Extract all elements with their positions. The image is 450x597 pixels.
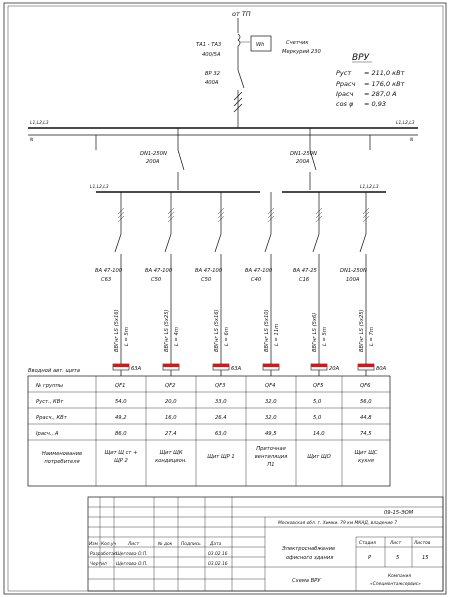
vru-param-label-0: Руст <box>336 69 352 77</box>
sec-bus-label-left: L1,L2,L3 <box>90 185 109 190</box>
cell-ruct: 56,0 <box>360 399 372 405</box>
cell-qf: QF6 <box>360 383 371 389</box>
breaker-contact <box>313 234 319 252</box>
ct-label-1: ТА1 - ТА3 <box>196 42 222 48</box>
cell-ruct: 20,0 <box>165 399 177 405</box>
group-column-5 <box>293 192 340 376</box>
row-label-rpac: Ррасч., КВт <box>36 415 67 421</box>
cable-label: ВВГнг LS (5х25) <box>359 309 365 352</box>
cable-length: L = 11m <box>274 323 280 346</box>
stage-value: Р <box>368 555 372 561</box>
input-breaker-rating: 80А <box>376 366 387 372</box>
breaker-model: ВА 47-25 <box>293 268 317 274</box>
main-breaker-2-label-2: 200А <box>296 159 310 165</box>
project-title-1: Электроснабжение <box>282 546 336 552</box>
cell-qf: QF3 <box>215 383 226 389</box>
breaker-model: DN1-250N <box>340 268 367 274</box>
breaker-model: ВА 47-100 <box>245 268 273 274</box>
vru-param-label-1: Ррасч <box>336 80 356 88</box>
source-label: от ТП <box>232 10 251 18</box>
vru-param-value-2: = 287,0 А <box>364 90 397 98</box>
company-line-2: «Спецмонтажсервис» <box>370 582 421 587</box>
breaker-contact <box>265 234 271 252</box>
cable-label: ВВГнг LS (5х16) <box>214 309 220 352</box>
sec-bus-label-right: L1,L2,L3 <box>360 185 379 190</box>
cell-ipac: 14,0 <box>313 431 325 437</box>
switch-label-2: 400А <box>205 80 219 86</box>
group-column-1 <box>95 192 142 376</box>
main-bus-label-right: L1,L2,L3 <box>396 121 415 126</box>
switch-label-1: ВР 32 <box>205 71 220 77</box>
input-breaker-mark <box>358 364 374 367</box>
cable-label: ВВГнг LS (5х6) <box>312 312 318 352</box>
cell-ruct: 33,0 <box>215 399 227 405</box>
stamp-date-1: 03.02.16 <box>208 552 228 557</box>
input-breaker-rating: 63А <box>131 366 142 372</box>
input-breaker-row-label: Вводной авт. щита <box>28 368 80 374</box>
cell-consumer-name: Щит ЩО <box>307 454 331 460</box>
vru-param-value-1: = 176,0 кВт <box>364 80 405 88</box>
stamp-date-2: 03.02.16 <box>208 562 228 567</box>
cable-length: L = 5m <box>124 327 130 346</box>
row-label-ruct: Руст., КВт <box>36 399 64 405</box>
cell-qf: QF1 <box>115 383 126 389</box>
stamp-name-2: Щеглова О.П. <box>116 562 148 567</box>
main-breaker-1-label-2: 200А <box>146 159 160 165</box>
main-breaker-2-label-1: DN1-250N <box>290 151 317 157</box>
stamp-col-doc: № док <box>158 542 173 547</box>
breaker-contact <box>215 234 221 252</box>
doc-code: 09-15-ЭОМ <box>384 510 414 516</box>
cell-ruct: 32,0 <box>265 399 277 405</box>
company-line-1: Компания <box>388 574 412 579</box>
cell-consumer-name: Щит ЩР 1 <box>207 454 235 460</box>
stamp-col-date: Дата <box>210 542 222 547</box>
table-cells <box>105 383 378 468</box>
main-breaker-1-label-1: DN1-250N <box>140 151 167 157</box>
cable-label: ВВГнг LS (5х25) <box>164 309 170 352</box>
cell-consumer-name: Приточная вентиляция П1 <box>254 446 288 468</box>
stamp-role-1: Разработал <box>90 552 117 557</box>
drawing-title: Схема ВРУ <box>292 578 321 584</box>
vru-param-label-2: Iрасч <box>336 90 354 98</box>
sheet-label: Лист <box>390 541 402 546</box>
group-columns <box>95 192 387 376</box>
breaker-model: ВА 47-100 <box>195 268 223 274</box>
stage-label: Стадия <box>359 541 376 546</box>
cell-qf: QF4 <box>265 383 276 389</box>
group-column-2 <box>145 192 180 376</box>
cable-length: L = 6m <box>224 327 230 346</box>
input-breaker-mark <box>213 364 229 367</box>
input-breaker-rating: 63А <box>231 366 242 372</box>
cell-consumer-name: Щит Щ ст + ЩР 2 <box>104 450 138 464</box>
breaker-rating: С50 <box>151 277 162 283</box>
stamp-col-kol: Кол.уч <box>101 542 117 547</box>
vru-param-value-3: = 0,93 <box>364 100 386 108</box>
input-breaker-mark <box>163 364 179 367</box>
cell-qf: QF5 <box>313 383 324 389</box>
row-label-group: № группы <box>36 383 64 389</box>
stamp-name-1: Щеглова О.П. <box>116 552 148 557</box>
breaker-contact <box>165 234 171 252</box>
breaker-rating: С50 <box>201 277 212 283</box>
cell-ipac: 86,0 <box>115 431 127 437</box>
cell-ipac: 63,0 <box>215 431 227 437</box>
stamp-col-sign: Подпись <box>181 542 201 547</box>
breaker-rating: С40 <box>251 277 262 283</box>
breaker-contact <box>360 234 366 252</box>
cable-label: ВВГнг LS (5х16) <box>114 309 120 352</box>
input-breaker-rating: 20А <box>329 366 340 372</box>
stamp-role-2: Чертил <box>90 562 107 567</box>
cell-ipac: 27,4 <box>165 431 177 437</box>
sheets-label: Листов <box>414 541 431 546</box>
cell-consumer-name: Щит ЩС кухня <box>354 450 378 464</box>
meter-label-1: Счетчик <box>286 40 309 46</box>
group-table <box>28 376 390 486</box>
sheets-value: 15 <box>422 555 429 561</box>
row-label-name: Наименование потребителя <box>41 451 83 465</box>
cell-ruct: 5,0 <box>313 399 322 405</box>
breaker-model: ВА 47-100 <box>95 268 123 274</box>
meter-label-2: Меркурий 230 <box>282 49 321 55</box>
project-address: Московская обл. г. Химки. 79 км МКАД, владение 7 <box>278 521 398 526</box>
group-column-3 <box>195 192 242 376</box>
cell-rpac: 5,0 <box>313 415 322 421</box>
cell-ruct: 54,0 <box>115 399 127 405</box>
breaker-contact <box>115 234 121 252</box>
main-bus-neutral-right: N <box>410 138 414 143</box>
group-column-6 <box>340 192 387 376</box>
cell-rpac: 49,2 <box>115 415 127 421</box>
cable-label: ВВГнг LS (5х10) <box>264 309 270 352</box>
breaker-rating: С16 <box>299 277 310 283</box>
input-breaker-mark <box>311 364 327 367</box>
vru-title: ВРУ <box>352 53 370 63</box>
cell-rpac: 16,0 <box>165 415 177 421</box>
group-column-4 <box>245 192 280 376</box>
row-label-ipac: Iрасч., А <box>36 431 59 437</box>
cable-length: L = 7m <box>369 327 375 346</box>
cell-rpac: 26,4 <box>215 415 227 421</box>
main-bus-label-left: L1,L2,L3 <box>30 121 49 126</box>
vru-param-label-3: cos φ <box>336 100 354 108</box>
cell-rpac: 44,8 <box>360 415 372 421</box>
ct-label-2: 400/5А <box>202 52 221 58</box>
stamp-col-izm: Изм <box>89 542 98 547</box>
title-block <box>88 497 443 591</box>
project-title-2: офисного здания <box>286 555 334 561</box>
input-breaker-mark <box>113 364 129 367</box>
cell-qf: QF2 <box>165 383 176 389</box>
input-breaker-mark <box>263 364 279 367</box>
meter-symbol: Wh <box>256 42 265 48</box>
breaker-rating: С63 <box>101 277 112 283</box>
stamp-col-list: Лист <box>128 542 140 547</box>
cell-ipac: 74,5 <box>360 431 372 437</box>
cell-ipac: 49,5 <box>265 431 277 437</box>
vru-param-value-0: = 211,0 кВт <box>364 69 405 77</box>
cell-consumer-name: Щит ЩК кондицион. <box>155 450 187 464</box>
sheet-value: 5 <box>396 555 400 561</box>
cell-rpac: 32,0 <box>265 415 277 421</box>
cable-length: L = 5m <box>322 327 328 346</box>
cable-length: L = 4m <box>174 327 180 346</box>
main-bus-neutral-left: N <box>30 138 34 143</box>
breaker-rating: 100А <box>346 277 360 283</box>
breaker-model: ВА 47-100 <box>145 268 173 274</box>
